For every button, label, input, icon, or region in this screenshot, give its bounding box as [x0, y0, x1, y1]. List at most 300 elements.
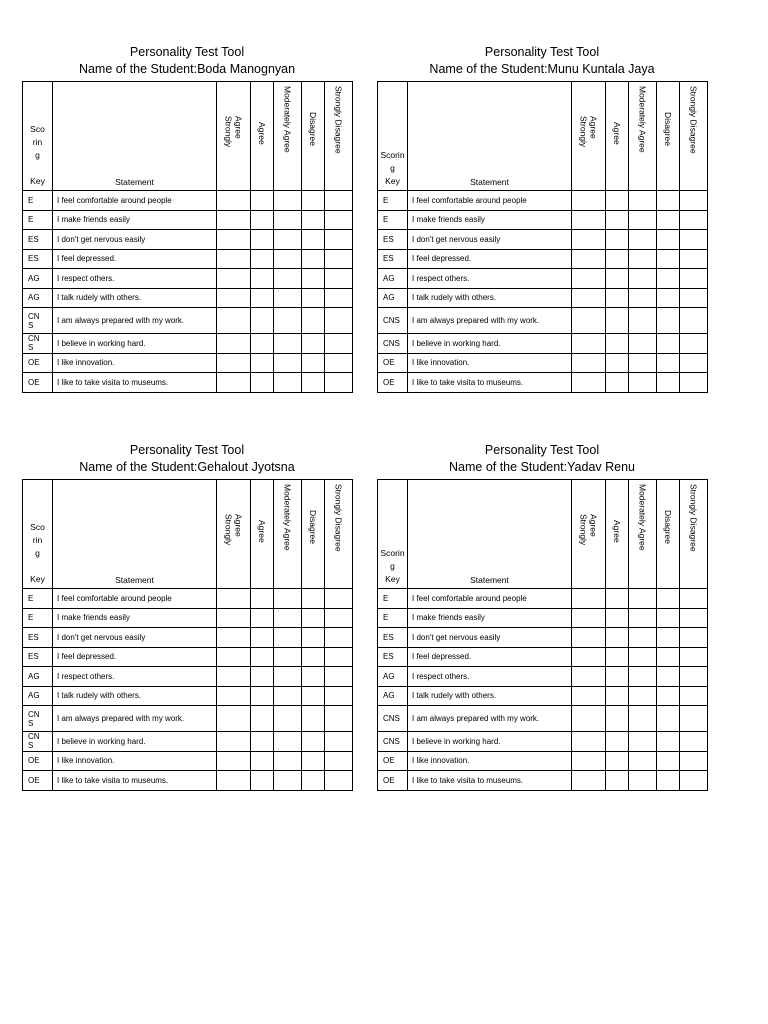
strongly-disagree-cell[interactable]: [325, 288, 353, 308]
agree-cell[interactable]: [251, 288, 274, 308]
strongly-disagree-cell[interactable]: [680, 334, 708, 354]
agree-strongly-cell[interactable]: [217, 706, 251, 732]
agree-strongly-cell[interactable]: [217, 589, 251, 609]
agree-strongly-cell[interactable]: [572, 288, 606, 308]
moderately-agree-cell[interactable]: [629, 191, 657, 211]
agree-strongly-cell[interactable]: [572, 589, 606, 609]
statement-cell: I make friends easily: [408, 608, 572, 628]
disagree-cell[interactable]: [657, 353, 680, 373]
strongly-disagree-cell[interactable]: [325, 334, 353, 354]
agree-cell[interactable]: [251, 210, 274, 230]
disagree-cell[interactable]: [657, 230, 680, 250]
strongly-disagree-cell[interactable]: [325, 647, 353, 667]
scoring-key-cell: E: [23, 589, 53, 609]
scoring-key-cell: CN S: [23, 334, 53, 354]
moderately-agree-cell[interactable]: [274, 249, 302, 269]
moderately-agree-cell[interactable]: [274, 373, 302, 393]
tool-title: Personality Test Tool: [129, 45, 245, 59]
moderately-agree-cell[interactable]: [629, 308, 657, 334]
statement-cell: I talk rudely with others.: [408, 288, 572, 308]
agree-strongly-header: Agree Strongly: [572, 480, 606, 589]
agree-strongly-cell[interactable]: [217, 249, 251, 269]
agree-strongly-cell[interactable]: [572, 706, 606, 732]
moderately-agree-cell[interactable]: [274, 732, 302, 752]
disagree-cell[interactable]: [657, 308, 680, 334]
agree-cell[interactable]: [606, 706, 629, 732]
strongly-disagree-cell[interactable]: [325, 686, 353, 706]
moderately-agree-cell[interactable]: [274, 230, 302, 250]
moderately-agree-cell[interactable]: [629, 353, 657, 373]
statement-cell: I am always prepared with my work.: [408, 308, 572, 334]
agree-strongly-cell[interactable]: [572, 647, 606, 667]
statement-cell: I make friends easily: [53, 210, 217, 230]
scoring-key-cell: CN S: [23, 732, 53, 752]
disagree-cell[interactable]: [302, 269, 325, 289]
moderately-agree-cell[interactable]: [629, 608, 657, 628]
personality-test-panel-1: [22, 44, 352, 393]
agree-strongly-cell[interactable]: [572, 249, 606, 269]
disagree-cell[interactable]: [657, 732, 680, 752]
agree-strongly-cell[interactable]: [217, 308, 251, 334]
agree-strongly-cell[interactable]: [572, 210, 606, 230]
scoring-key-cell: E: [378, 210, 408, 230]
statement-cell: I like innovation.: [53, 353, 217, 373]
table-row: [23, 249, 353, 269]
agree-strongly-cell[interactable]: [217, 771, 251, 791]
table-row: [378, 628, 708, 648]
disagree-cell[interactable]: [657, 647, 680, 667]
personality-test-panel-4: [377, 442, 707, 791]
table-row: [23, 334, 353, 354]
scoring-key-cell: OE: [378, 771, 408, 791]
scoring-key-cell: OE: [23, 353, 53, 373]
moderately-agree-cell[interactable]: [274, 288, 302, 308]
strongly-disagree-cell[interactable]: [680, 647, 708, 667]
statement-cell: I feel comfortable around people: [408, 589, 572, 609]
moderately-agree-cell[interactable]: [629, 334, 657, 354]
table-row: [23, 308, 353, 334]
agree-cell[interactable]: [251, 249, 274, 269]
table-row: [23, 732, 353, 752]
scoring-key-cell: ES: [23, 249, 53, 269]
scoring-key-cell: AG: [378, 269, 408, 289]
table-row: [23, 269, 353, 289]
table-row: [23, 771, 353, 791]
tool-title: Personality Test Tool: [484, 45, 600, 59]
disagree-cell[interactable]: [302, 667, 325, 687]
disagree-cell[interactable]: [302, 308, 325, 334]
moderately-agree-cell[interactable]: [629, 647, 657, 667]
agree-cell[interactable]: [606, 628, 629, 648]
strongly-disagree-cell[interactable]: [325, 589, 353, 609]
disagree-cell[interactable]: [302, 210, 325, 230]
agree-strongly-cell[interactable]: [572, 771, 606, 791]
disagree-cell[interactable]: [657, 288, 680, 308]
scoring-key-cell: AG: [378, 667, 408, 687]
agree-strongly-cell[interactable]: [572, 353, 606, 373]
moderately-agree-cell[interactable]: [629, 667, 657, 687]
strongly-disagree-cell[interactable]: [680, 269, 708, 289]
disagree-cell[interactable]: [302, 288, 325, 308]
disagree-cell[interactable]: [302, 706, 325, 732]
agree-header: Agree: [606, 82, 629, 191]
agree-strongly-cell[interactable]: [572, 269, 606, 289]
agree-strongly-cell[interactable]: [217, 353, 251, 373]
strongly-disagree-cell[interactable]: [325, 732, 353, 752]
moderately-agree-cell[interactable]: [629, 771, 657, 791]
agree-strongly-cell[interactable]: [217, 608, 251, 628]
strongly-disagree-cell[interactable]: [325, 751, 353, 771]
agree-cell[interactable]: [606, 686, 629, 706]
scoring-key-cell: CN S: [23, 308, 53, 334]
agree-cell[interactable]: [606, 308, 629, 334]
strongly-disagree-header: Strongly Disagree: [680, 82, 708, 191]
disagree-cell[interactable]: [657, 686, 680, 706]
scoring-key-cell: E: [23, 210, 53, 230]
disagree-cell[interactable]: [657, 771, 680, 791]
table-row: [378, 288, 708, 308]
strongly-disagree-cell[interactable]: [680, 667, 708, 687]
strongly-disagree-cell[interactable]: [680, 373, 708, 393]
table-row: [378, 706, 708, 732]
table-row: [378, 686, 708, 706]
agree-strongly-cell[interactable]: [217, 334, 251, 354]
agree-cell[interactable]: [251, 308, 274, 334]
agree-cell[interactable]: [251, 608, 274, 628]
disagree-cell[interactable]: [657, 210, 680, 230]
disagree-cell[interactable]: [657, 373, 680, 393]
disagree-cell[interactable]: [657, 589, 680, 609]
statement-cell: I like innovation.: [53, 751, 217, 771]
disagree-cell[interactable]: [657, 751, 680, 771]
moderately-agree-cell[interactable]: [274, 706, 302, 732]
strongly-disagree-cell[interactable]: [325, 628, 353, 648]
strongly-disagree-cell[interactable]: [325, 230, 353, 250]
moderately-agree-header: Moderately Agree: [629, 480, 657, 589]
strongly-disagree-cell[interactable]: [680, 628, 708, 648]
scoring-key-header: Scorin g Key: [378, 82, 408, 191]
disagree-cell[interactable]: [302, 191, 325, 211]
agree-cell[interactable]: [251, 751, 274, 771]
agree-cell[interactable]: [606, 353, 629, 373]
scoring-key-cell: CNS: [378, 308, 408, 334]
table-row: [23, 353, 353, 373]
agree-cell[interactable]: [606, 269, 629, 289]
strongly-disagree-cell[interactable]: [680, 751, 708, 771]
table-row: [378, 230, 708, 250]
disagree-cell[interactable]: [657, 608, 680, 628]
moderately-agree-cell[interactable]: [629, 686, 657, 706]
strongly-disagree-cell[interactable]: [325, 373, 353, 393]
agree-cell[interactable]: [606, 210, 629, 230]
disagree-cell[interactable]: [657, 191, 680, 211]
agree-cell[interactable]: [251, 373, 274, 393]
agree-cell[interactable]: [606, 732, 629, 752]
agree-strongly-cell[interactable]: [217, 191, 251, 211]
statement-cell: I respect others.: [53, 667, 217, 687]
moderately-agree-cell[interactable]: [629, 589, 657, 609]
statement-header: Statement: [53, 480, 217, 589]
moderately-agree-header: Moderately Agree: [629, 82, 657, 191]
table-row: [378, 771, 708, 791]
agree-strongly-cell[interactable]: [572, 230, 606, 250]
scoring-key-cell: OE: [378, 353, 408, 373]
disagree-header: Disagree: [302, 82, 325, 191]
agree-cell[interactable]: [251, 686, 274, 706]
disagree-cell[interactable]: [302, 628, 325, 648]
moderately-agree-cell[interactable]: [274, 751, 302, 771]
agree-strongly-cell[interactable]: [572, 308, 606, 334]
scoring-key-cell: OE: [378, 751, 408, 771]
agree-cell[interactable]: [251, 230, 274, 250]
agree-strongly-cell[interactable]: [572, 608, 606, 628]
statement-cell: I don't get nervous easily: [53, 628, 217, 648]
agree-strongly-cell[interactable]: [572, 191, 606, 211]
scoring-key-cell: AG: [378, 686, 408, 706]
strongly-disagree-cell[interactable]: [325, 353, 353, 373]
scoring-key-cell: ES: [23, 647, 53, 667]
agree-cell[interactable]: [606, 647, 629, 667]
moderately-agree-cell[interactable]: [274, 353, 302, 373]
statement-cell: I don't get nervous easily: [408, 628, 572, 648]
agree-strongly-cell[interactable]: [217, 732, 251, 752]
student-name: Name of the Student:Boda Manognyan: [78, 62, 296, 76]
moderately-agree-cell[interactable]: [274, 628, 302, 648]
agree-cell[interactable]: [606, 667, 629, 687]
strongly-disagree-cell[interactable]: [325, 667, 353, 687]
agree-cell[interactable]: [251, 334, 274, 354]
agree-strongly-cell[interactable]: [217, 686, 251, 706]
scoring-key-cell: OE: [23, 373, 53, 393]
agree-cell[interactable]: [251, 771, 274, 791]
table-row: [23, 230, 353, 250]
moderately-agree-cell[interactable]: [274, 771, 302, 791]
agree-cell[interactable]: [606, 288, 629, 308]
agree-strongly-cell[interactable]: [572, 732, 606, 752]
agree-strongly-cell[interactable]: [572, 686, 606, 706]
scoring-key-cell: CNS: [378, 706, 408, 732]
disagree-cell[interactable]: [657, 334, 680, 354]
scoring-key-cell: AG: [23, 269, 53, 289]
strongly-disagree-cell[interactable]: [680, 288, 708, 308]
agree-cell[interactable]: [251, 191, 274, 211]
disagree-cell[interactable]: [302, 686, 325, 706]
scoring-key-cell: AG: [378, 288, 408, 308]
agree-cell[interactable]: [606, 751, 629, 771]
strongly-disagree-cell[interactable]: [325, 210, 353, 230]
table-row: [378, 589, 708, 609]
disagree-cell[interactable]: [302, 230, 325, 250]
strongly-disagree-cell[interactable]: [325, 269, 353, 289]
scoring-key-header: Scorin g Key: [378, 480, 408, 589]
moderately-agree-cell[interactable]: [629, 230, 657, 250]
disagree-header: Disagree: [302, 480, 325, 589]
moderately-agree-cell[interactable]: [629, 288, 657, 308]
moderately-agree-cell[interactable]: [629, 249, 657, 269]
strongly-disagree-cell[interactable]: [680, 608, 708, 628]
agree-strongly-cell[interactable]: [572, 667, 606, 687]
moderately-agree-cell[interactable]: [629, 373, 657, 393]
disagree-cell[interactable]: [302, 751, 325, 771]
statement-cell: I am always prepared with my work.: [408, 706, 572, 732]
moderately-agree-header: Moderately Agree: [274, 82, 302, 191]
disagree-cell[interactable]: [302, 608, 325, 628]
strongly-disagree-cell[interactable]: [680, 686, 708, 706]
agree-strongly-cell[interactable]: [217, 269, 251, 289]
statement-cell: I am always prepared with my work.: [53, 308, 217, 334]
table-header-row: [378, 82, 708, 191]
strongly-disagree-cell[interactable]: [325, 706, 353, 732]
scoring-key-cell: AG: [23, 288, 53, 308]
agree-cell[interactable]: [606, 334, 629, 354]
disagree-cell[interactable]: [302, 771, 325, 791]
agree-strongly-cell[interactable]: [217, 647, 251, 667]
strongly-disagree-cell[interactable]: [680, 589, 708, 609]
moderately-agree-cell[interactable]: [274, 589, 302, 609]
table-row: [378, 373, 708, 393]
strongly-disagree-header: Strongly Disagree: [680, 480, 708, 589]
table-row: [378, 249, 708, 269]
statement-header: Statement: [408, 82, 572, 191]
statement-cell: I am always prepared with my work.: [53, 706, 217, 732]
agree-strongly-cell[interactable]: [217, 628, 251, 648]
table-row: [378, 732, 708, 752]
strongly-disagree-cell[interactable]: [680, 706, 708, 732]
agree-cell[interactable]: [606, 608, 629, 628]
moderately-agree-cell[interactable]: [274, 210, 302, 230]
moderately-agree-cell[interactable]: [274, 334, 302, 354]
strongly-disagree-cell[interactable]: [680, 249, 708, 269]
disagree-cell[interactable]: [657, 706, 680, 732]
table-row: [23, 706, 353, 732]
strongly-disagree-header: Strongly Disagree: [325, 480, 353, 589]
strongly-disagree-cell[interactable]: [680, 771, 708, 791]
statement-cell: I talk rudely with others.: [408, 686, 572, 706]
table-row: [23, 589, 353, 609]
agree-cell[interactable]: [251, 628, 274, 648]
scoring-key-cell: E: [378, 589, 408, 609]
agree-cell[interactable]: [251, 353, 274, 373]
agree-strongly-cell[interactable]: [217, 288, 251, 308]
statement-cell: I like to take visita to museums.: [53, 373, 217, 393]
agree-cell[interactable]: [606, 191, 629, 211]
student-name: Name of the Student:Gehalout Jyotsna: [79, 460, 295, 474]
disagree-cell[interactable]: [302, 732, 325, 752]
strongly-disagree-cell[interactable]: [680, 308, 708, 334]
agree-cell[interactable]: [606, 373, 629, 393]
table-row: [378, 608, 708, 628]
disagree-cell[interactable]: [302, 589, 325, 609]
strongly-disagree-cell[interactable]: [325, 608, 353, 628]
table-row: [23, 373, 353, 393]
agree-cell[interactable]: [251, 269, 274, 289]
statement-cell: I like innovation.: [408, 751, 572, 771]
disagree-cell[interactable]: [302, 334, 325, 354]
agree-cell[interactable]: [251, 589, 274, 609]
moderately-agree-cell[interactable]: [629, 210, 657, 230]
statement-cell: I like to take visita to museums.: [408, 771, 572, 791]
strongly-disagree-cell[interactable]: [680, 191, 708, 211]
moderately-agree-cell[interactable]: [274, 667, 302, 687]
agree-strongly-cell[interactable]: [572, 628, 606, 648]
table-row: [378, 751, 708, 771]
strongly-disagree-cell[interactable]: [680, 732, 708, 752]
agree-cell[interactable]: [606, 230, 629, 250]
disagree-cell[interactable]: [657, 628, 680, 648]
disagree-cell[interactable]: [302, 647, 325, 667]
strongly-disagree-cell[interactable]: [680, 230, 708, 250]
moderately-agree-cell[interactable]: [629, 751, 657, 771]
agree-strongly-cell[interactable]: [217, 373, 251, 393]
table-row: [23, 628, 353, 648]
strongly-disagree-cell[interactable]: [325, 191, 353, 211]
table-row: [378, 334, 708, 354]
statement-cell: I believe in working hard.: [53, 732, 217, 752]
agree-cell[interactable]: [251, 706, 274, 732]
moderately-agree-header: Moderately Agree: [274, 480, 302, 589]
scoring-key-cell: ES: [23, 230, 53, 250]
disagree-cell[interactable]: [302, 249, 325, 269]
agree-strongly-cell[interactable]: [217, 751, 251, 771]
table-row: [23, 608, 353, 628]
agree-cell[interactable]: [251, 667, 274, 687]
strongly-disagree-cell[interactable]: [325, 308, 353, 334]
moderately-agree-cell[interactable]: [629, 628, 657, 648]
agree-strongly-cell[interactable]: [572, 334, 606, 354]
disagree-cell[interactable]: [657, 667, 680, 687]
scoring-key-cell: ES: [378, 249, 408, 269]
scoring-key-cell: ES: [378, 647, 408, 667]
moderately-agree-cell[interactable]: [274, 647, 302, 667]
agree-cell[interactable]: [251, 732, 274, 752]
agree-strongly-cell[interactable]: [572, 751, 606, 771]
scoring-key-cell: E: [23, 191, 53, 211]
strongly-disagree-cell[interactable]: [680, 353, 708, 373]
table-header-row: [378, 480, 708, 589]
disagree-cell[interactable]: [657, 269, 680, 289]
strongly-disagree-cell[interactable]: [325, 771, 353, 791]
agree-strongly-cell[interactable]: [217, 210, 251, 230]
disagree-cell[interactable]: [657, 249, 680, 269]
table-row: [378, 210, 708, 230]
strongly-disagree-cell[interactable]: [680, 210, 708, 230]
moderately-agree-cell[interactable]: [274, 269, 302, 289]
agree-cell[interactable]: [606, 589, 629, 609]
moderately-agree-cell[interactable]: [274, 608, 302, 628]
strongly-disagree-cell[interactable]: [325, 249, 353, 269]
disagree-cell[interactable]: [302, 373, 325, 393]
statement-cell: I feel comfortable around people: [53, 589, 217, 609]
table-row: [378, 353, 708, 373]
agree-cell[interactable]: [606, 249, 629, 269]
agree-strongly-header: Agree Strongly: [217, 480, 251, 589]
agree-strongly-cell[interactable]: [217, 667, 251, 687]
moderately-agree-cell[interactable]: [274, 686, 302, 706]
disagree-cell[interactable]: [302, 353, 325, 373]
agree-cell[interactable]: [606, 771, 629, 791]
moderately-agree-cell[interactable]: [274, 191, 302, 211]
agree-cell[interactable]: [251, 647, 274, 667]
statement-cell: I feel depressed.: [408, 249, 572, 269]
agree-strongly-cell[interactable]: [572, 373, 606, 393]
statement-cell: I talk rudely with others.: [53, 288, 217, 308]
moderately-agree-cell[interactable]: [629, 706, 657, 732]
moderately-agree-cell[interactable]: [629, 732, 657, 752]
moderately-agree-cell[interactable]: [629, 269, 657, 289]
moderately-agree-cell[interactable]: [274, 308, 302, 334]
agree-strongly-cell[interactable]: [217, 230, 251, 250]
statement-cell: I don't get nervous easily: [53, 230, 217, 250]
